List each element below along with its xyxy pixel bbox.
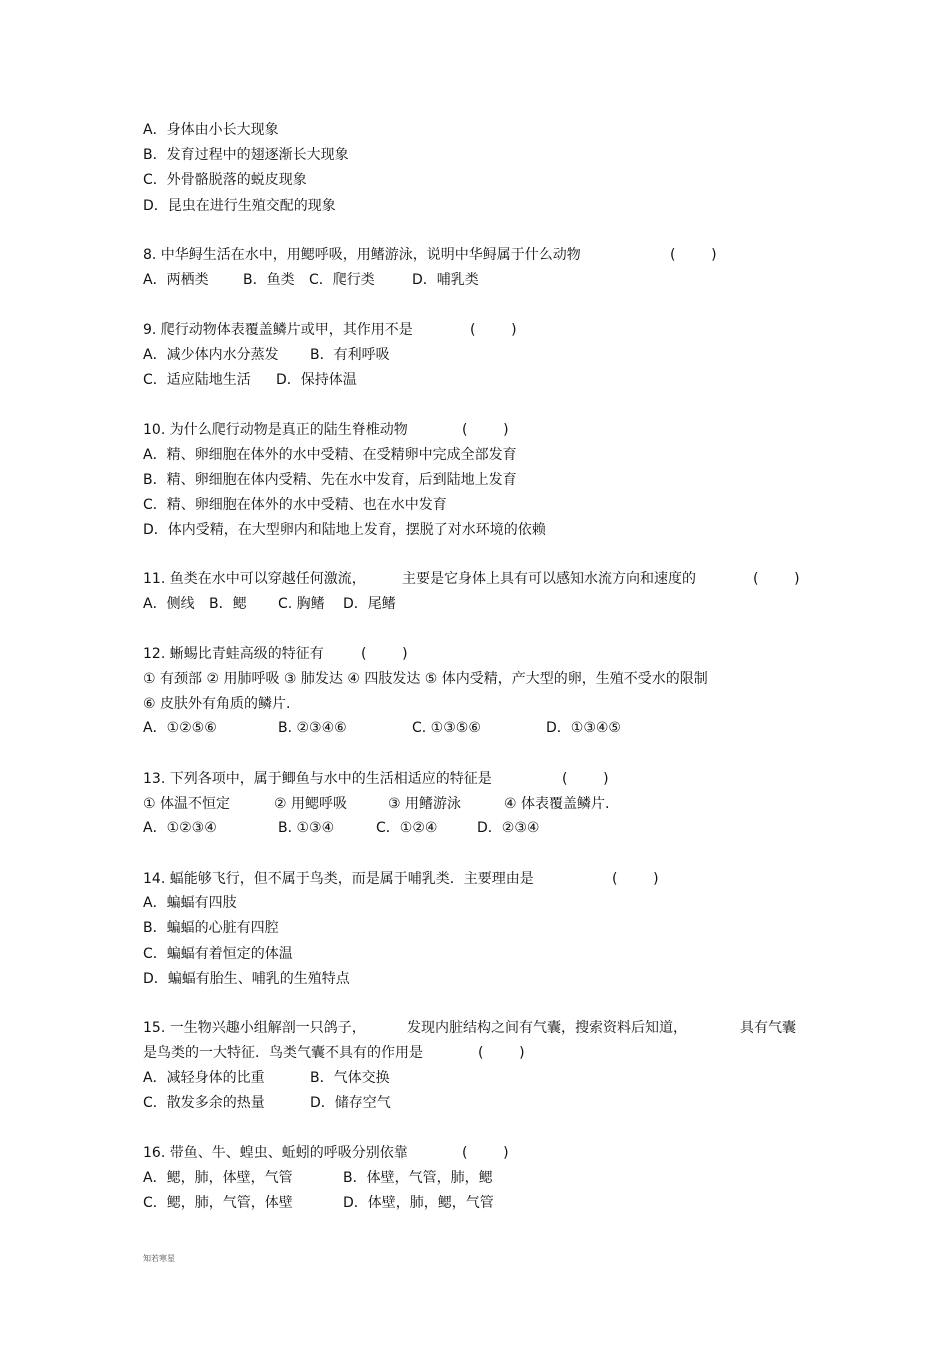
q10-stem: 10. 为什么爬行动物是真正的陆生脊椎动物: [143, 422, 408, 438]
q11-answer-paren: ( ): [753, 571, 800, 587]
q14-option-b: B．蝙蝠的心脏有四腔: [143, 920, 279, 936]
q14-stem: 14. 蝠能够飞行，但不属于鸟类，而是属于哺乳类．主要理由是: [143, 871, 534, 887]
q15-stem-part1: 15. 一生物兴趣小组解剖一只鸽子，: [143, 1020, 366, 1036]
q10-option-c: C．精、卵细胞在体外的水中受精、也在水中发育: [143, 497, 447, 513]
q12-option-b: B. ②③④⑥: [278, 720, 347, 736]
q11-stem-part1: 11. 鱼类在水中可以穿越任何激流，: [143, 571, 366, 587]
q15-option-b: B．气体交换: [310, 1070, 390, 1086]
q9-stem: 9. 爬行动物体表覆盖鳞片或甲，其作用不是: [143, 322, 413, 338]
q15-stem-part3: 具有气囊: [740, 1020, 796, 1036]
q12-items-line1: ① 有颈部 ② 用肺呼吸 ③ 肺发达 ④ 四肢发达 ⑤ 体内受精，产大型的卵，生殖不受水的限制: [143, 671, 708, 687]
q7-option-b: B．发育过程中的翅逐渐长大现象: [143, 147, 349, 163]
q13-option-d: D．②③④: [477, 820, 540, 836]
q16-answer-paren: ( ): [462, 1145, 509, 1161]
q9-option-a: A．减少体内水分蒸发: [143, 347, 279, 363]
q7-option-d: D．昆虫在进行生殖交配的现象: [143, 198, 336, 214]
q11-option-c: C. 胸鳍: [278, 596, 325, 612]
q9-option-b: B．有利呼吸: [310, 347, 390, 363]
q13-item-1: ① 体温不恒定: [143, 796, 231, 812]
q14-option-d: D．蝙蝠有胎生、哺乳的生殖特点: [143, 971, 350, 987]
q12-option-d: D．①③④⑤: [546, 720, 621, 736]
q12-option-a: A．①②⑤⑥: [143, 720, 217, 736]
q11-option-b: B．鳃: [209, 596, 247, 612]
q12-answer-paren: ( ): [361, 646, 408, 662]
q8-option-d: D．哺乳类: [412, 272, 479, 288]
q7-option-c: C．外骨骼脱落的蜕皮现象: [143, 172, 307, 188]
q10-answer-paren: ( ): [462, 422, 509, 438]
q13-stem: 13. 下列各项中，属于鲫鱼与水中的生活相适应的特征是: [143, 771, 492, 787]
q15-option-a: A．减轻身体的比重: [143, 1070, 265, 1086]
q7-option-a: A．身体由小长大现象: [143, 122, 279, 138]
q15-answer-paren: ( ): [478, 1045, 525, 1061]
q10-option-d: D．体内受精，在大型卵内和陆地上发育，摆脱了对水环境的依赖: [143, 522, 546, 538]
q14-option-a: A．蝙蝠有四肢: [143, 895, 237, 911]
q8-stem: 8. 中华鲟生活在水中，用鳃呼吸，用鳍游泳，说明中华鲟属于什么动物: [143, 247, 581, 263]
q12-option-c: C. ①③⑤⑥: [412, 720, 481, 736]
q14-option-c: C．蝙蝠有着恒定的体温: [143, 946, 293, 962]
q13-option-b: B. ①③④: [278, 820, 335, 836]
q15-option-d: D．储存空气: [310, 1095, 391, 1111]
q15-option-c: C．散发多余的热量: [143, 1095, 265, 1111]
q12-items-line2: ⑥ 皮肤外有角质的鳞片.: [143, 696, 291, 712]
q15-stem-part2: 发现内脏结构之间有气囊，搜索资料后知道，: [407, 1020, 687, 1036]
q12-stem: 12. 蜥蜴比青蛙高级的特征有: [143, 646, 324, 662]
q11-stem-part2: 主要是它身体上具有可以感知水流方向和速度的: [402, 571, 696, 587]
q16-stem: 16. 带鱼、牛、蝗虫、蚯蚓的呼吸分别依靠: [143, 1145, 408, 1161]
page-footer: 知若寒星: [143, 1254, 175, 1263]
q13-option-c: C．①②④: [376, 820, 438, 836]
q8-option-b: B．鱼类: [243, 272, 295, 288]
q15-stem-part4: 是鸟类的一大特征．鸟类气囊不具有的作用是: [143, 1045, 423, 1061]
q9-option-d: D．保持体温: [276, 372, 357, 388]
q14-answer-paren: ( ): [612, 871, 659, 887]
q13-answer-paren: ( ): [562, 771, 609, 787]
q13-item-3: ③ 用鳍游泳: [388, 796, 462, 812]
q9-option-c: C．适应陆地生活: [143, 372, 251, 388]
q13-item-4: ④ 体表覆盖鳞片.: [504, 796, 610, 812]
q11-option-a: A．侧线: [143, 596, 195, 612]
q16-option-d: D．体壁，肺，鳃，气管: [343, 1195, 494, 1211]
q8-answer-paren: ( ): [670, 247, 717, 263]
q10-option-b: B．精、卵细胞在体内受精、先在水中发育，后到陆地上发育: [143, 472, 517, 488]
q8-option-a: A．两栖类: [143, 272, 209, 288]
q13-item-2: ② 用鳃呼吸: [274, 796, 348, 812]
q16-option-c: C．鳃，肺，气管，体壁: [143, 1195, 293, 1211]
q13-option-a: A．①②③④: [143, 820, 217, 836]
q8-option-c: C．爬行类: [309, 272, 375, 288]
q16-option-a: A．鳃，肺，体壁，气管: [143, 1170, 293, 1186]
q10-option-a: A．精、卵细胞在体外的水中受精、在受精卵中完成全部发育: [143, 447, 517, 463]
q11-option-d: D．尾鳍: [343, 596, 396, 612]
q16-option-b: B．体壁，气管，肺，鳃: [343, 1170, 493, 1186]
q9-answer-paren: ( ): [470, 322, 517, 338]
